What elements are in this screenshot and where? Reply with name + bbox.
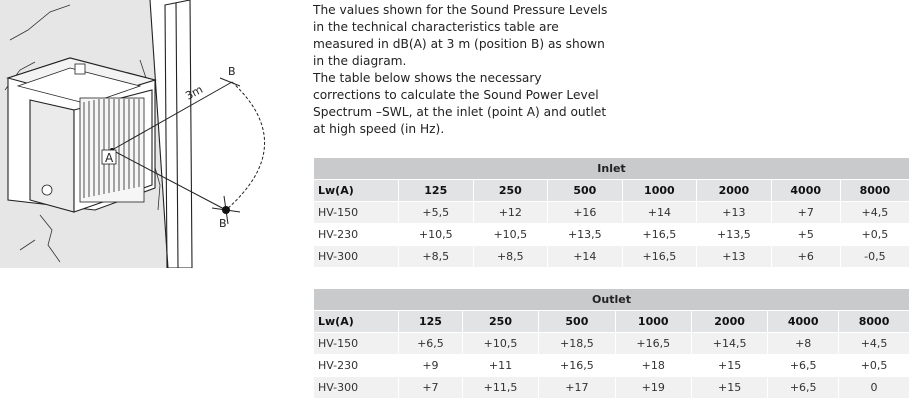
inlet-cell: +14 [548,246,623,268]
outlet-cell: +15 [691,377,767,399]
inlet-header-8000: 8000 [840,180,909,202]
outlet-header-250: 250 [462,311,538,333]
outlet-cell: +15 [691,355,767,377]
table-row [314,377,910,399]
inlet-cell: +13 [697,202,772,224]
outlet-header-500: 500 [539,311,615,333]
inlet-cell: +16,5 [622,224,697,246]
inlet-cell: +12 [473,202,548,224]
inlet-cell: +10,5 [399,224,474,246]
inlet-cell: +8,5 [473,246,548,268]
outlet-cell: 0 [839,377,910,399]
inlet-header-1000: 1000 [622,180,697,202]
point-b-marker [222,206,230,214]
inlet-cell: +14 [622,202,697,224]
inlet-cell: HV-300 [314,246,399,268]
outlet-cell: +7 [399,377,463,399]
outlet-cell: +17 [539,377,615,399]
table-row [314,246,910,268]
inlet-cell: +7 [771,202,840,224]
outlet-header-1000: 1000 [615,311,691,333]
fan-installation-diagram [0,0,300,268]
inlet-cell: +5,5 [399,202,474,224]
distance-label: 3m [183,82,206,103]
inlet-cell: +13 [697,246,772,268]
outlet-cell: +9 [399,355,463,377]
outlet-cell: +6,5 [768,355,839,377]
outlet-cell: HV-150 [314,333,399,355]
outlet-cell: +18 [615,355,691,377]
table-row [314,355,910,377]
inlet-cell: +16 [548,202,623,224]
label-a: A [105,151,114,165]
outlet-cell: +0,5 [839,355,910,377]
table-row [314,333,910,355]
label-b-top: B [228,65,236,78]
inlet-header-125: 125 [399,180,474,202]
label-b-bottom: B [219,217,227,230]
inlet-cell: +4,5 [840,202,909,224]
outlet-cell: +16,5 [615,333,691,355]
inlet-cell: HV-230 [314,224,399,246]
inlet-cell: +0,5 [840,224,909,246]
outlet-cell: +10,5 [462,333,538,355]
inlet-cell: +13,5 [548,224,623,246]
inlet-cell: +16,5 [622,246,697,268]
inlet-cell: +6 [771,246,840,268]
outlet-cell: +11,5 [462,377,538,399]
inlet-header-lw: Lw(A) [314,180,399,202]
inlet-cell: -0,5 [840,246,909,268]
outlet-cell: +11 [462,355,538,377]
inlet-header-2000: 2000 [697,180,772,202]
intro-paragraph-2: The table below shows the necessary corrections to calculate the Sound Power Level Spectrum –SWL, at the inlet (point A) and outlet at high speed (in Hz). [313,71,607,136]
inlet-cell: +13,5 [697,224,772,246]
outlet-header-4000: 4000 [768,311,839,333]
inlet-cell: +5 [771,224,840,246]
intro-paragraph-1: The values shown for the Sound Pressure Levels in the technical characteristics table are measured in dB(A) at 3 m (position B) as shown in the diagram. [313,3,608,68]
outlet-header-8000: 8000 [839,311,910,333]
outlet-table [313,288,910,399]
outlet-header-125: 125 [399,311,463,333]
outlet-cell: +19 [615,377,691,399]
inlet-header-4000: 4000 [771,180,840,202]
outlet-cell: +6,5 [768,377,839,399]
outlet-table-title: Outlet [314,289,910,311]
outlet-cell: +14,5 [691,333,767,355]
intro-text [313,2,613,138]
inlet-table-title: Inlet [314,158,910,180]
outlet-cell: +16,5 [539,355,615,377]
outlet-cell: +4,5 [839,333,910,355]
inlet-cell: HV-150 [314,202,399,224]
inlet-table [313,157,910,268]
table-row [314,224,910,246]
outlet-cell: +18,5 [539,333,615,355]
outlet-cell: +6,5 [399,333,463,355]
outlet-cell: +8 [768,333,839,355]
inlet-cell: +8,5 [399,246,474,268]
outlet-header-2000: 2000 [691,311,767,333]
inlet-cell: +10,5 [473,224,548,246]
inlet-header-250: 250 [473,180,548,202]
outlet-cell: HV-300 [314,377,399,399]
outlet-header-lw: Lw(A) [314,311,399,333]
table-row [314,202,910,224]
inlet-header-500: 500 [548,180,623,202]
outlet-cell: HV-230 [314,355,399,377]
